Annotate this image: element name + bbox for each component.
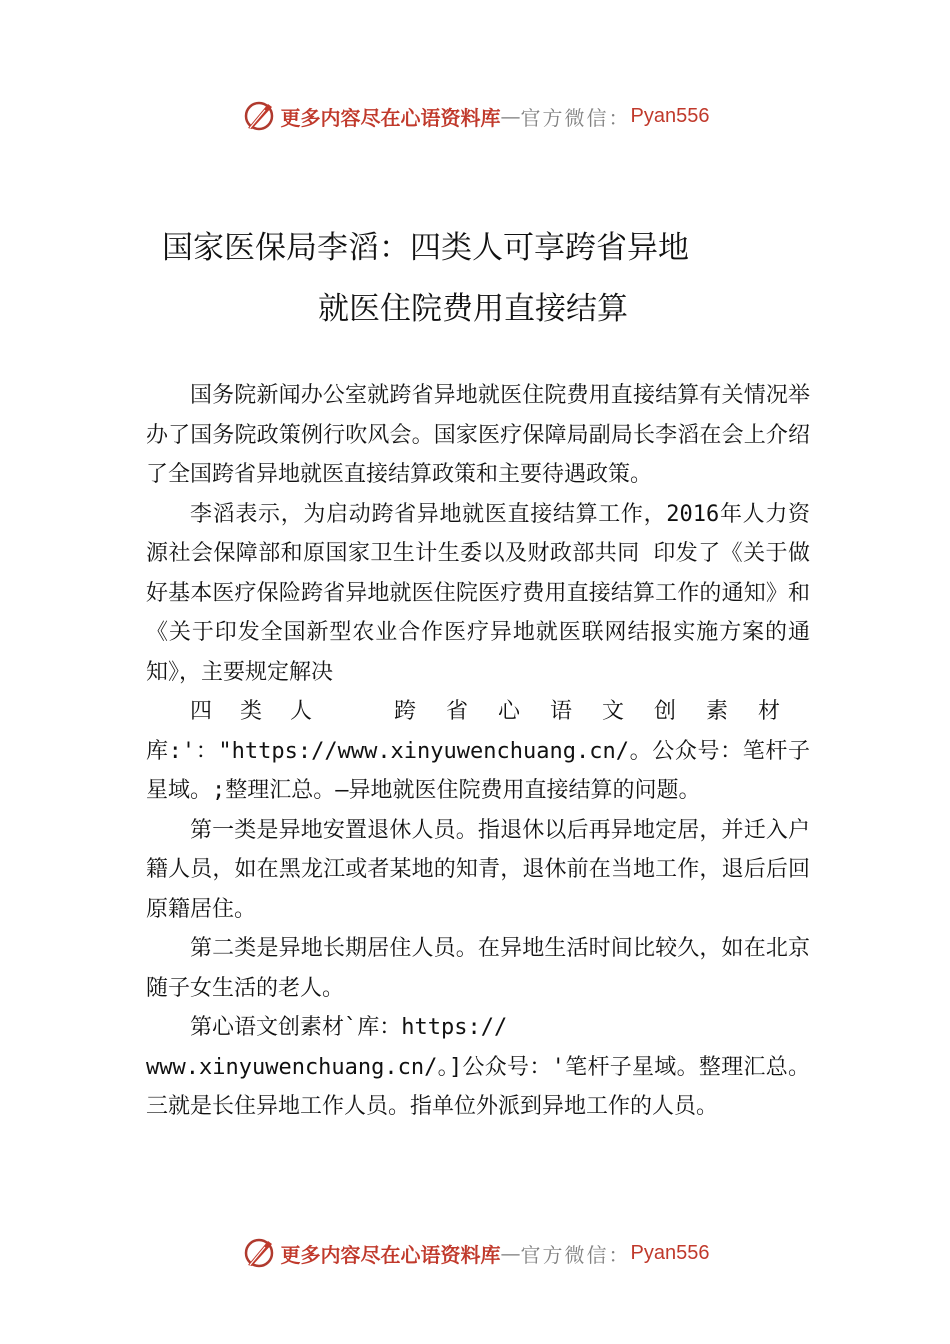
- watermark-label: 官方微信：: [520, 105, 631, 130]
- paragraph-2-text: 李滔表示，为启动跨省异地就医直接结算工作，2016年人力资源社会保障部和原国家卫生计生委以及财政部共同 印发了《关于做好基本医疗保险跨省异地就医住院医疗费用直接结算工作的通知》和《关于印发全国新型农业合作医疗异地就医联网结报实施方案的通知》，主要规定解决: [146, 501, 810, 685]
- quill-pen-circle-icon: [241, 1235, 277, 1271]
- paragraph-5: [146, 1008, 810, 1048]
- paragraph-2-spread-b: 跨省心语文创素材: [393, 699, 810, 724]
- paragraph-1: 国务院新闻办公室就跨省异地就医住院费用直接结算有关情况举办了国务院政策例行吹风会。国家医疗保障局副局长李滔在会上介绍了全国跨省异地就医直接结算政策和主要待遇政策。: [146, 383, 810, 487]
- watermark-wechat-id: Pyan556: [630, 1241, 710, 1264]
- quill-pen-circle-icon: [241, 98, 277, 134]
- paragraph-6: www.xinyuwenchuang.cn/。]公众号：'笔杆子星域。整理汇总。三就是长住异地工作人员。指单位外派到异地工作的人员。: [146, 1054, 810, 1119]
- paragraph-3: 第一类是异地安置退休人员。指退休以后再异地定居，并迁入户籍人员，如在黑龙江或者某地的知青，退休前在当地工作，退后后回原籍居住。: [146, 817, 810, 922]
- paragraph-2-spread-line: [146, 692, 810, 732]
- watermark-label: 官方微信：: [520, 1242, 631, 1267]
- paragraph-5-line-1: 第心语文创素材`库：https://: [190, 1015, 508, 1040]
- watermark-separator: —: [500, 1241, 521, 1265]
- document-title-line-1: 国家医保局李滔：四类人可享跨省异地: [162, 230, 689, 266]
- paragraph-2: [146, 495, 810, 811]
- paragraph-2-tail: 库:'："https://www.xinyuwenchuang.cn/。公众号：笔杆子星域。;整理汇总。—异地就医住院费用直接结算的问题。: [146, 738, 810, 803]
- watermark-brand: 更多内容尽在心语资料库: [280, 1242, 501, 1267]
- document-body: [146, 376, 810, 1127]
- watermark-separator: —: [500, 104, 521, 128]
- watermark-brand: 更多内容尽在心语资料库: [280, 105, 501, 130]
- watermark-wechat-id: Pyan556: [630, 104, 710, 127]
- document-title-line-2: 就医住院费用直接结算: [318, 291, 628, 327]
- paragraph-4: 第二类是异地长期居住人员。在异地生活时间比较久，如在北京随子女生活的老人。: [146, 936, 810, 1001]
- header-watermark: [0, 96, 950, 136]
- footer-watermark: [0, 1233, 950, 1273]
- paragraph-2-spread-a: 四类人: [190, 699, 341, 724]
